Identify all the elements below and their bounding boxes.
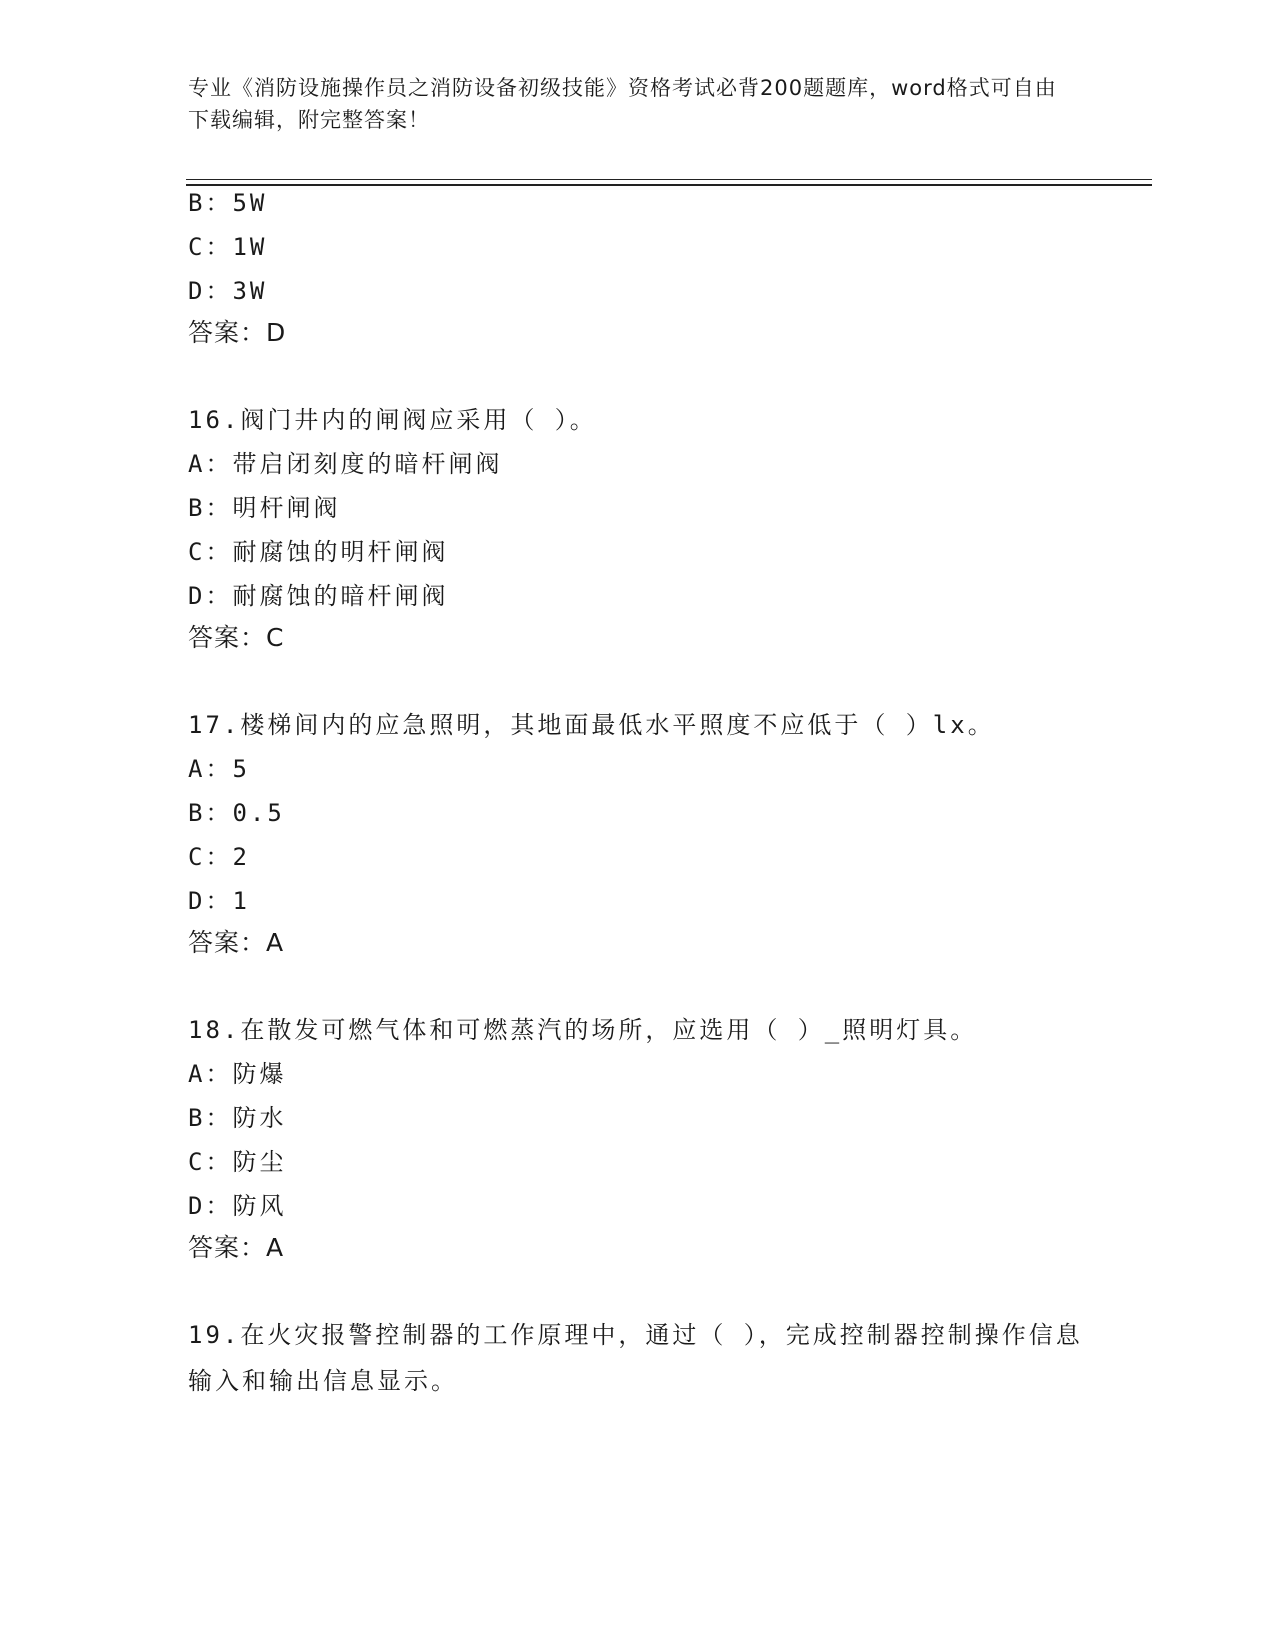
question-17-option-a: A：5 xyxy=(188,755,250,783)
question-18-option-c: C：防尘 xyxy=(188,1148,287,1176)
header-divider-thin xyxy=(186,179,1152,180)
question-16-stem: 16.阀门井内的闸阀应采用（ ）。 xyxy=(188,406,597,434)
question-19-stem: 19.在火灾报警控制器的工作原理中，通过（ ），完成控制器控制操作信息输入和输出信息显示。 xyxy=(188,1321,1083,1395)
question-16-option-b: B：明杆闸阀 xyxy=(188,494,341,522)
question-17-answer: 答案：A xyxy=(188,928,285,957)
header-divider-thick xyxy=(186,184,1152,186)
question-18-answer: 答案：A xyxy=(188,1233,285,1262)
question-16-answer: 答案：C xyxy=(188,623,285,652)
question-18-option-d: D：防风 xyxy=(188,1192,287,1220)
question-16-option-c: C：耐腐蚀的明杆闸阀 xyxy=(188,538,449,566)
question-18-option-b: B：防水 xyxy=(188,1104,287,1132)
question-16-option-d: D：耐腐蚀的暗杆闸阀 xyxy=(188,582,449,610)
question-18-stem: 18.在散发可燃气体和可燃蒸汽的场所，应选用（ ）_照明灯具。 xyxy=(188,1016,978,1044)
question-17-stem: 17.楼梯间内的应急照明，其地面最低水平照度不应低于（ ）lx。 xyxy=(188,711,995,739)
question-18-option-a: A：防爆 xyxy=(188,1060,287,1088)
option-c: C：1W xyxy=(188,233,268,261)
option-b: B：5W xyxy=(188,189,268,217)
option-d: D：3W xyxy=(188,277,268,305)
answer-line: 答案：D xyxy=(188,318,287,347)
question-17-option-d: D：1 xyxy=(188,887,250,915)
question-17-option-c: C：2 xyxy=(188,843,250,871)
document-header: 专业《消防设施操作员之消防设备初级技能》资格考试必背200题题库，word格式可自由下载编辑，附完整答案！ xyxy=(188,76,1057,132)
question-16-option-a: A：带启闭刻度的暗杆闸阀 xyxy=(188,450,503,478)
question-17-option-b: B：0.5 xyxy=(188,799,285,827)
